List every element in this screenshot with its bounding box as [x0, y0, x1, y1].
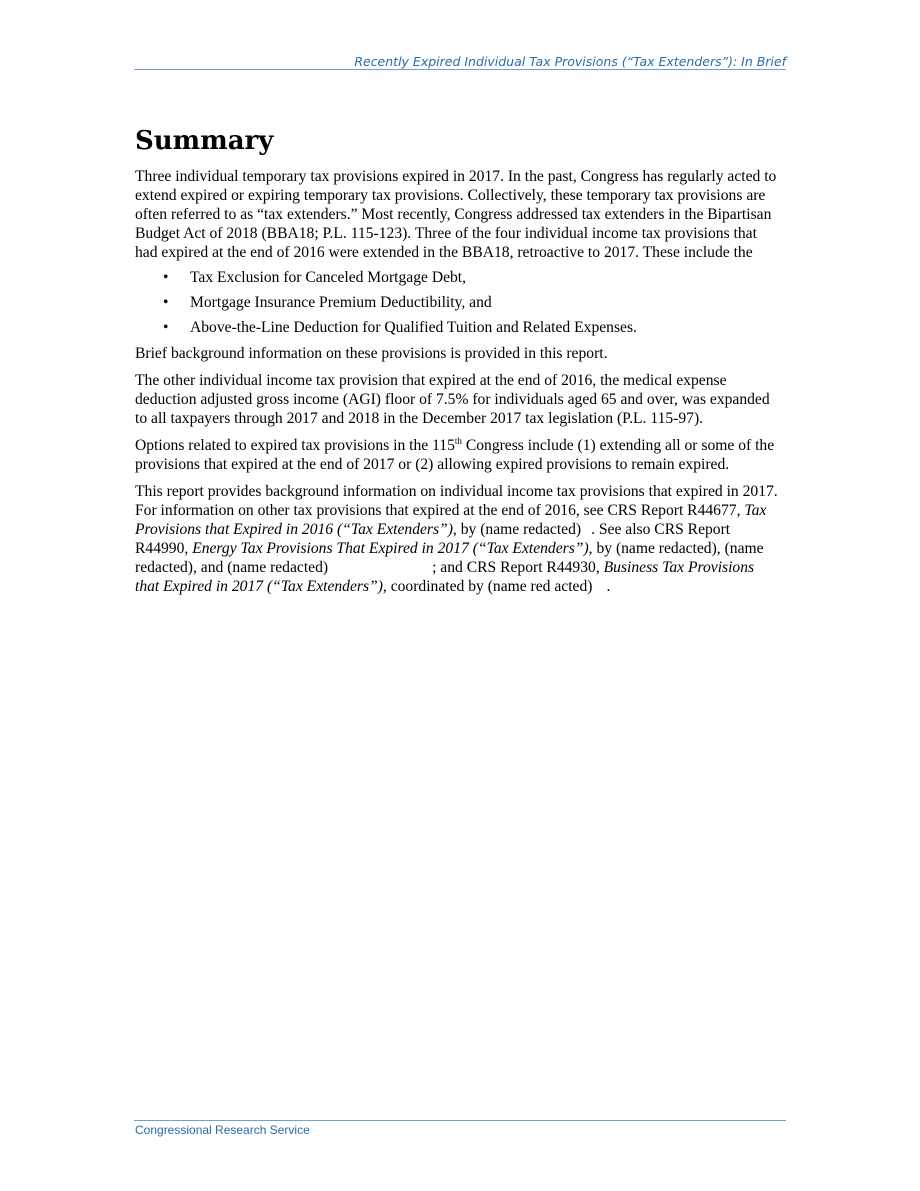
- intro-paragraph: Three individual temporary tax provisions expired in 2017. In the past, Congress has regularly acted to extend expired or expiring temporary tax provisions. Collectively, these temporary tax provisions are often referred to as “tax extenders.” Most recently, Congress addressed tax extenders in the Bipartisan Budget Act of 2018 (BBA18; P.L. 115-123). Three of the four individual income tax provisions that had expired at the end of 2016 were extended in the BBA18, retroactive to 2017. These include the: [135, 168, 777, 261]
- related-reports-paragraph: This report provides background information on individual income tax provisions that expired in 2017. For information on other tax provisions that expired at the end of 2016, see CRS Report R44677, Tax Provisions that Expired in 2016 (“Tax Extenders”), by (name redacted) . See also CRS Report R44990, Energy Tax Provisions That Expired in 2017 (“Tax Extenders”), by (name redacted), (name redacted), and (name redacted) ; and CRS Report R44930, Business Tax Provisions that Expired in 2017 (“Tax Extenders”), coordinated by (name red acted) .: [135, 483, 778, 595]
- bullet-icon: •: [163, 319, 169, 336]
- footer-organization: Congressional Research Service: [135, 1123, 310, 1137]
- report-title-r44990: Energy Tax Provisions That Expired in 2017 (“Tax Extenders”): [192, 540, 589, 557]
- summary-heading: Summary: [135, 126, 274, 156]
- bullet-icon: •: [163, 269, 169, 286]
- header-rule: [134, 69, 786, 70]
- extended-provisions-list: [135, 268, 780, 337]
- list-item: • Tax Exclusion for Canceled Mortgage Debt,: [163, 269, 467, 286]
- options-paragraph: Options related to expired tax provisions in the 115th Congress include (1) extending all or some of the provisions that expired at the end of 2017 or (2) allowing expired provisions to remain expired.: [135, 435, 775, 473]
- bullet-icon: •: [163, 294, 169, 311]
- footer-rule: [134, 1120, 786, 1121]
- superscript-ordinal: th: [454, 435, 462, 446]
- medical-expense-paragraph: The other individual income tax provision that expired at the end of 2016, the medical expense deduction adjusted gross income (AGI) floor of 7.5% for individuals aged 65 and over, was expanded to all taxpayers through 2017 and 2018 in the December 2017 tax legislation (P.L. 115-97).: [135, 372, 770, 427]
- background-paragraph: Brief background information on these provisions is provided in this report.: [135, 345, 608, 362]
- list-item: • Above-the-Line Deduction for Qualified Tuition and Related Expenses.: [163, 319, 637, 336]
- list-item: • Mortgage Insurance Premium Deductibility, and: [163, 294, 492, 311]
- running-header-title: Recently Expired Individual Tax Provisions (“Tax Extenders”): In Brief: [354, 54, 786, 69]
- summary-body: [135, 167, 780, 604]
- report-title-r44930: Business Tax Provisions that Expired in 2017 (“Tax Extenders”): [135, 559, 755, 595]
- report-title-r44677: Tax Provisions that Expired in 2016 (“Tax Extenders”): [135, 502, 767, 538]
